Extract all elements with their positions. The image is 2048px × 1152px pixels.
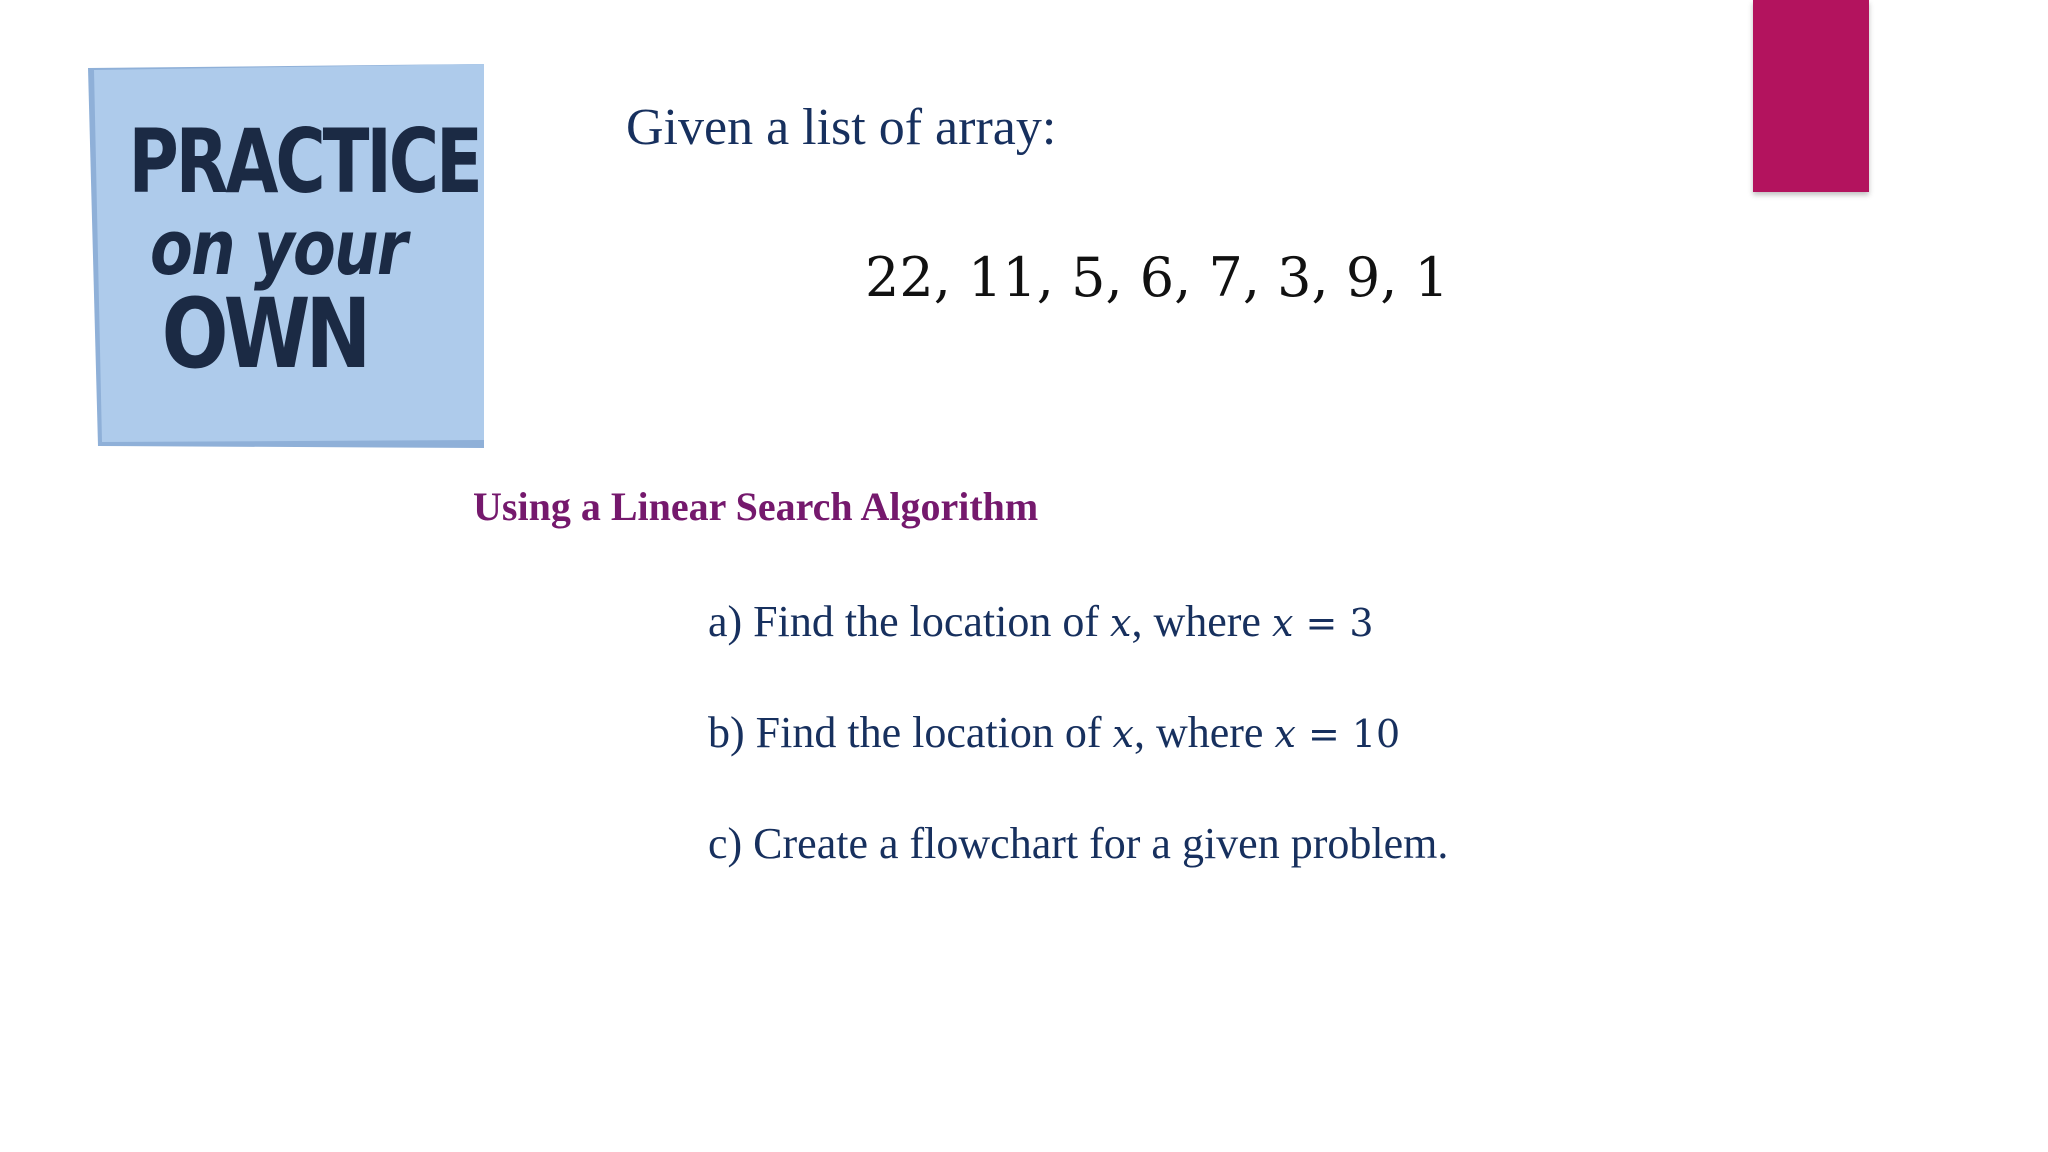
sticky-note-line-1: PRACTICE xyxy=(128,110,480,213)
task-a-variable: x xyxy=(1110,601,1132,645)
task-b-middle: , where xyxy=(1133,708,1275,757)
task-a xyxy=(708,596,1374,647)
task-a-variable-2: x xyxy=(1271,601,1294,645)
algorithm-subheading: Using a Linear Search Algorithm xyxy=(473,484,1039,529)
array-values: 22, 11, 5, 6, 7, 3, 9, 1 xyxy=(865,246,1449,309)
task-b-variable: x xyxy=(1112,712,1134,756)
task-a-middle: , where xyxy=(1131,597,1272,646)
sticky-note-line-2: on your xyxy=(150,203,406,292)
sticky-note-line-3: OWN xyxy=(161,278,367,390)
task-b-variable-2: x xyxy=(1274,712,1296,756)
slide-heading: Given a list of array: xyxy=(626,99,1057,156)
task-b-value: 10 xyxy=(1351,712,1401,756)
task-b-equals: = xyxy=(1295,712,1352,756)
task-a-prefix: a) Find the location of xyxy=(708,597,1111,646)
task-a-equals: = xyxy=(1293,601,1350,645)
task-c: c) Create a flowchart for a given problem. xyxy=(708,819,1449,868)
task-b-prefix: b) Find the location of xyxy=(708,708,1113,757)
practice-sticky-note xyxy=(84,60,488,452)
task-a-value: 3 xyxy=(1349,601,1374,645)
accent-bar xyxy=(1753,0,1869,192)
task-b xyxy=(708,707,1400,758)
